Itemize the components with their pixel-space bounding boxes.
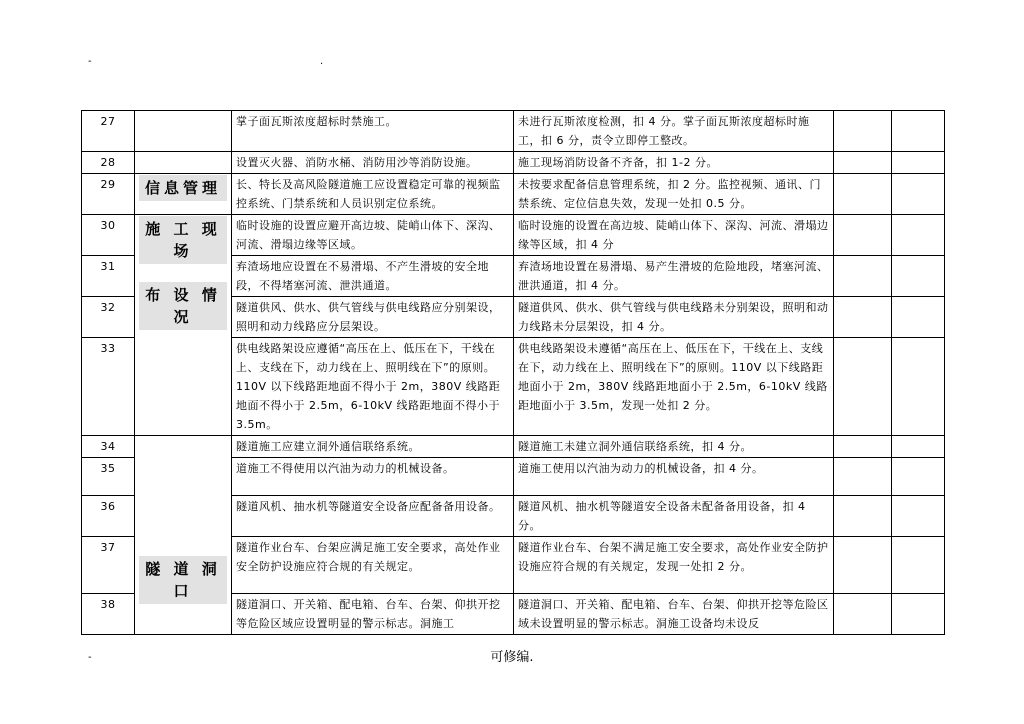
inspection-table: [81, 110, 945, 635]
header-left-mark: -: [88, 56, 92, 67]
remark-cell: [892, 215, 945, 256]
deduction-cell: 未按要求配备信息管理系统，扣 2 分。监控视频、通讯、门禁系统、定位信息失效，发现一处扣 0.5 分。: [514, 174, 834, 215]
category-cell: [135, 152, 232, 174]
header-center-mark: .: [320, 56, 324, 67]
requirement-cell: 隧道洞口、开关箱、配电箱、台车、台架、仰拱开挖等危险区域应设置明显的警示标志。洞施工: [232, 594, 514, 635]
deduction-cell: 隧道风机、抽水机等隧道安全设备未配备备用设备，扣 4 分。: [514, 496, 834, 537]
row-number: 33: [82, 338, 135, 436]
remark-cell: [892, 537, 945, 594]
category-cell-site: [135, 215, 232, 436]
row-number: 31: [82, 256, 135, 297]
category-label-tunnel: 隧 道 洞 口: [139, 556, 227, 604]
deduction-cell: 隧道施工未建立洞外通信联络系统，扣 4 分。: [514, 436, 834, 458]
category-label-info: 信息管理: [139, 175, 227, 201]
remark-cell: [892, 338, 945, 436]
category-cell-tunnel: [135, 436, 232, 635]
row-number: 37: [82, 537, 135, 594]
score-cell: [834, 152, 892, 174]
requirement-cell: 隧道施工应建立洞外通信联络系统。: [232, 436, 514, 458]
requirement-cell: 弃渣场地应设置在不易滑塌、不产生滑坡的安全地段，不得堵塞河流、泄洪通道。: [232, 256, 514, 297]
requirement-cell: 隧道供风、供水、供气管线与供电线路应分别架设，照明和动力线路应分层架设。: [232, 297, 514, 338]
row-number: 34: [82, 436, 135, 458]
row-number: 32: [82, 297, 135, 338]
deduction-cell: 供电线路架设未遵循“高压在上、低压在下，干线在上、支线在下，动力线在上、照明线在下”的原则。110V 以下线路距地面小于 2m，380V 线路距地面小于 2.5m，6-10kV 线路距地面小于 3.5m，发现一处扣 2 分。: [514, 338, 834, 436]
remark-cell: [892, 174, 945, 215]
score-cell: [834, 594, 892, 635]
table-row: [82, 152, 945, 174]
score-cell: [834, 174, 892, 215]
deduction-cell: 道施工使用以汽油为动力的机械设备，扣 4 分。: [514, 458, 834, 496]
deduction-cell: 隧道作业台车、台架不满足施工安全要求，高处作业安全防护设施应符合规的有关规定，发现一处扣 2 分。: [514, 537, 834, 594]
requirement-cell: 隧道作业台车、台架应满足施工安全要求，高处作业安全防护设施应符合规的有关规定。: [232, 537, 514, 594]
category-label-site-line2: 布 设 情 况: [139, 282, 227, 330]
score-cell: [834, 458, 892, 496]
score-cell: [834, 436, 892, 458]
remark-cell: [892, 152, 945, 174]
footer-note: 可修编.: [490, 650, 534, 665]
category-cell: [135, 111, 232, 152]
row-number: 28: [82, 152, 135, 174]
score-cell: [834, 111, 892, 152]
remark-cell: [892, 111, 945, 152]
requirement-cell: 临时设施的设置应避开高边坡、陡峭山体下、深沟、河流、滑塌边缘等区域。: [232, 215, 514, 256]
score-cell: [834, 496, 892, 537]
deduction-cell: 弃渣场地设置在易滑塌、易产生滑坡的危险地段，堵塞河流、泄洪通道，扣 4 分。: [514, 256, 834, 297]
table-row: [82, 436, 945, 458]
table-row: [82, 215, 945, 256]
row-number: 35: [82, 458, 135, 496]
score-cell: [834, 256, 892, 297]
deduction-cell: 隧道洞口、开关箱、配电箱、台车、台架、仰拱开挖等危险区域未设置明显的警示标志。洞施工设备均未设反: [514, 594, 834, 635]
row-number: 38: [82, 594, 135, 635]
remark-cell: [892, 496, 945, 537]
score-cell: [834, 215, 892, 256]
row-number: 27: [82, 111, 135, 152]
table-row: [82, 111, 945, 152]
requirement-cell: 长、特长及高风险隧道施工应设置稳定可靠的视频监控系统、门禁系统和人员识别定位系统。: [232, 174, 514, 215]
deduction-cell: 未进行瓦斯浓度检测，扣 4 分。掌子面瓦斯浓度超标时施工，扣 6 分，责令立即停工整改。: [514, 111, 834, 152]
remark-cell: [892, 436, 945, 458]
remark-cell: [892, 256, 945, 297]
category-label-site-line1: 施 工 现 场: [139, 216, 227, 264]
requirement-cell: 掌子面瓦斯浓度超标时禁施工。: [232, 111, 514, 152]
row-number: 36: [82, 496, 135, 537]
score-cell: [834, 297, 892, 338]
deduction-cell: 隧道供风、供水、供气管线与供电线路未分别架设，照明和动力线路未分层架设，扣 4 分。: [514, 297, 834, 338]
row-number: 30: [82, 215, 135, 256]
requirement-cell: 供电线路架设应遵循“高压在上、低压在下，干线在上、支线在下，动力线在上、照明线在下”的原则。110V 以下线路距地面不得小于 2m，380V 线路距地面不得小于 2.5m，6-10kV 线路距地面不得小于 3.5m。: [232, 338, 514, 436]
deduction-cell: 临时设施的设置在高边坡、陡峭山体下、深沟、河流、滑塌边缘等区域，扣 4 分: [514, 215, 834, 256]
row-number: 29: [82, 174, 135, 215]
category-cell: [135, 174, 232, 215]
remark-cell: [892, 594, 945, 635]
score-cell: [834, 537, 892, 594]
remark-cell: [892, 458, 945, 496]
remark-cell: [892, 297, 945, 338]
requirement-cell: 设置灭火器、消防水桶、消防用沙等消防设施。: [232, 152, 514, 174]
footer-left-mark: -: [88, 652, 92, 663]
table-row: [82, 174, 945, 215]
requirement-cell: 道施工不得使用以汽油为动力的机械设备。: [232, 458, 514, 496]
score-cell: [834, 338, 892, 436]
requirement-cell: 隧道风机、抽水机等隧道安全设备应配备备用设备。: [232, 496, 514, 537]
deduction-cell: 施工现场消防设备不齐备，扣 1-2 分。: [514, 152, 834, 174]
